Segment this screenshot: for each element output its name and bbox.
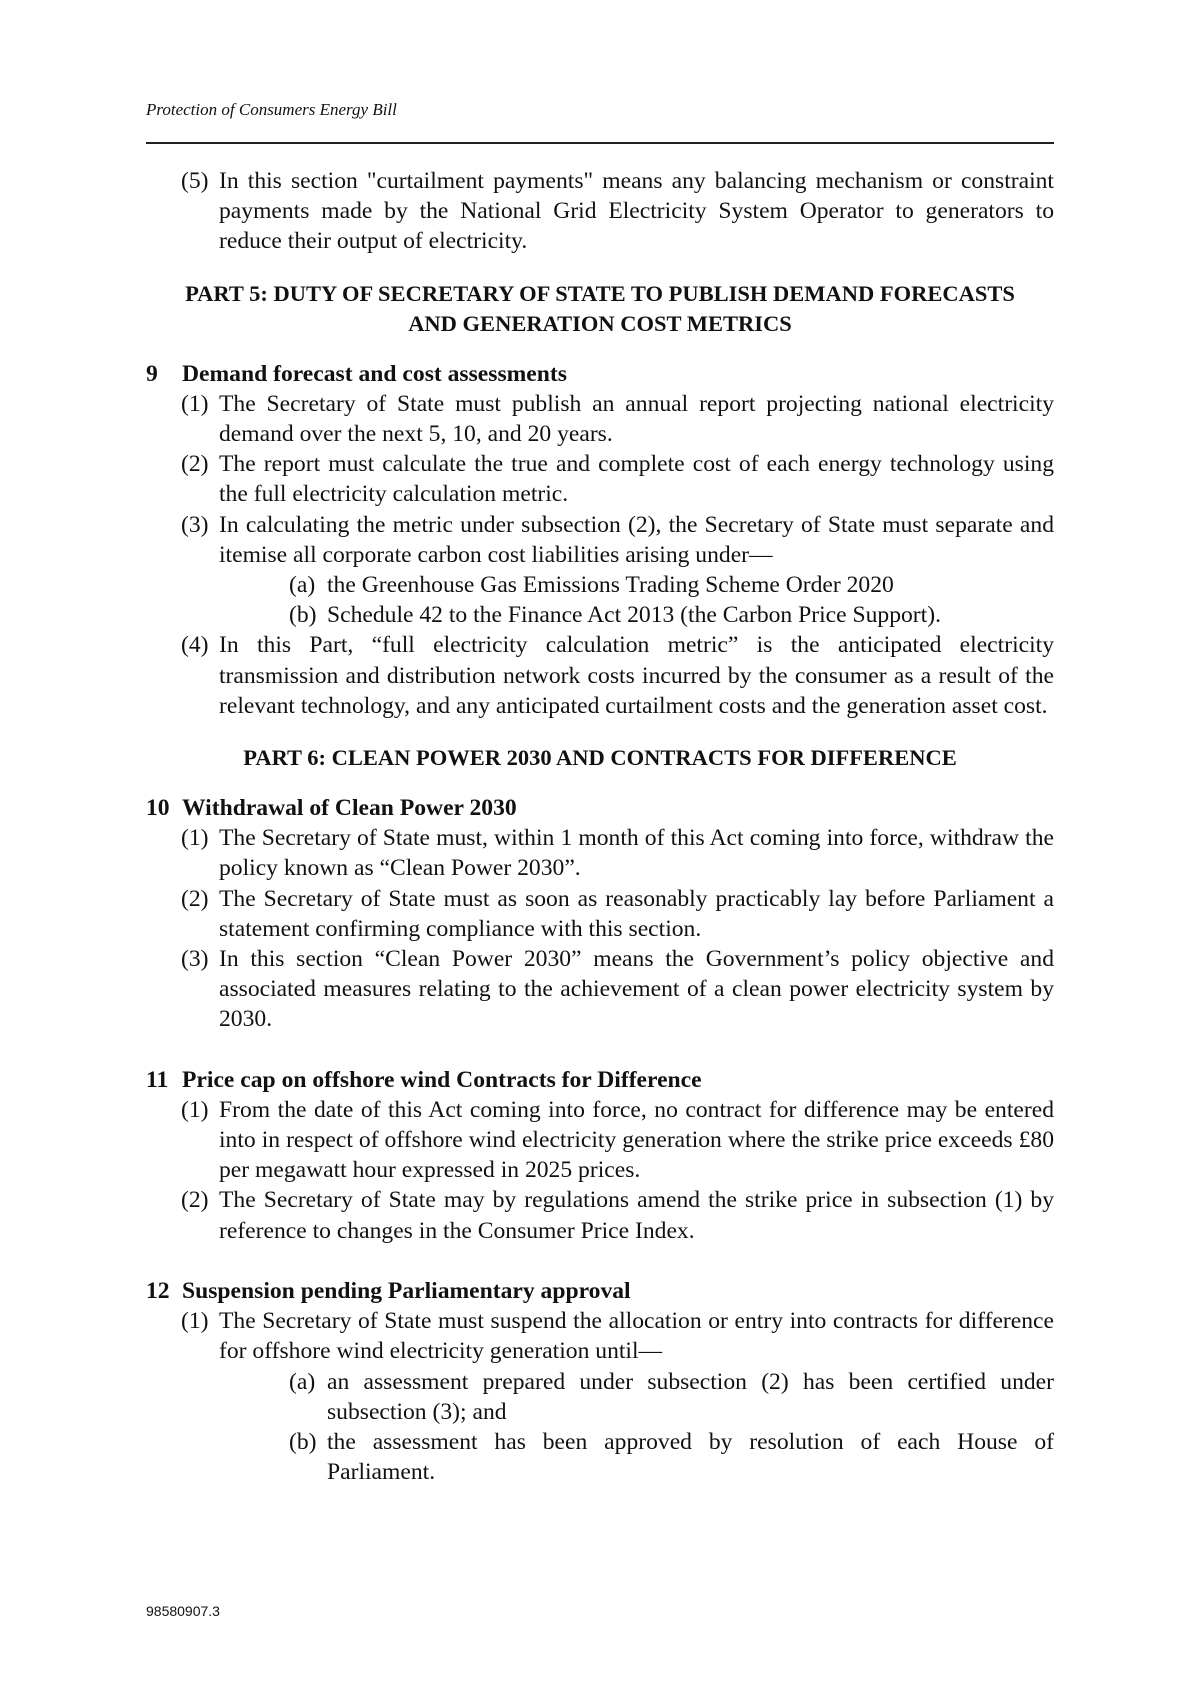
bill-body bbox=[146, 166, 1054, 1487]
subsection-9-3 bbox=[146, 510, 1054, 570]
section-heading: Price cap on offshore wind Contracts for Difference bbox=[182, 1066, 702, 1093]
subsection-number: (2) bbox=[181, 451, 209, 478]
header-rule bbox=[146, 142, 1054, 144]
subsection-number: (3) bbox=[181, 946, 209, 973]
section-number: 9 bbox=[146, 360, 158, 387]
section-heading: Suspension pending Parliamentary approval bbox=[182, 1277, 631, 1304]
subsection-text: The Secretary of State may by regulations amend the strike price in subsection (1) by reference to changes in the Consumer Price Index. bbox=[219, 1187, 1054, 1244]
paragraph-9-3-b bbox=[146, 600, 1054, 630]
subsection-11-1 bbox=[146, 1095, 1054, 1186]
subsection-9-2 bbox=[146, 449, 1054, 509]
subsection-text: In calculating the metric under subsection (2), the Secretary of State must separate and itemise all corporate carbon cost liabilities arising under— bbox=[219, 511, 1054, 568]
paragraph-text: the assessment has been approved by resolution of each House of Parliament. bbox=[327, 1428, 1054, 1486]
subsection-number: (4) bbox=[181, 632, 209, 659]
paragraph-letter: (b) bbox=[289, 602, 317, 629]
subsection-number: (1) bbox=[181, 1096, 209, 1123]
subsection-text: The Secretary of State must as soon as reasonably practicably lay before Parliament a statement confirming compliance with this section. bbox=[219, 885, 1054, 942]
subsection-12-1 bbox=[146, 1306, 1054, 1366]
subsection-number: (3) bbox=[181, 511, 209, 538]
subsection-text: The Secretary of State must publish an annual report projecting national electricity demand over the next 5, 10, and 20 years. bbox=[219, 390, 1054, 448]
subsection-text: The Secretary of State must suspend the allocation or entry into contracts for difference for offshore wind electricity generation until— bbox=[219, 1308, 1054, 1365]
subsection-number: (5) bbox=[181, 168, 209, 194]
subsection-text: From the date of this Act coming into force, no contract for difference may be entered into in respect of offshore wind electricity generation where the strike price exceeds £80 per megawatt hour expressed in 2025 prices. bbox=[219, 1096, 1054, 1184]
section-heading: Demand forecast and cost assessments bbox=[182, 360, 567, 387]
part-6-heading: PART 6: CLEAN POWER 2030 AND CONTRACTS FOR DIFFERENCE bbox=[243, 745, 957, 771]
subsection-number: (1) bbox=[181, 1308, 209, 1335]
subsection-text: In this section "curtailment payments" means any balancing mechanism or constraint payments made by the National Grid Electricity System Operator to generators to reduce their output of electricity. bbox=[219, 168, 1054, 255]
section-12-title bbox=[146, 1276, 1054, 1306]
paragraph-text: Schedule 42 to the Finance Act 2013 (the Carbon Price Support). bbox=[327, 602, 941, 629]
subsection-text: In this Part, “full electricity calculation metric” is the anticipated electricity transmission and distribution network costs incurred by the consumer as a result of the relevant technology, and any anticipated curtailment costs and the generation asset cost. bbox=[219, 632, 1054, 719]
subsection-9-4 bbox=[146, 630, 1054, 721]
paragraph-text: the Greenhouse Gas Emissions Trading Scheme Order 2020 bbox=[327, 572, 894, 599]
subsection-10-2 bbox=[146, 884, 1054, 944]
section-number: 11 bbox=[146, 1066, 169, 1093]
paragraph-text: an assessment prepared under subsection (2) has been certified under subsection (3); and bbox=[327, 1368, 1054, 1425]
section-heading: Withdrawal of Clean Power 2030 bbox=[182, 795, 517, 822]
section-9-title bbox=[146, 359, 1054, 389]
subsection-text: The Secretary of State must, within 1 month of this Act coming into force, withdraw the policy known as “Clean Power 2030”. bbox=[219, 825, 1054, 882]
subsection-number: (1) bbox=[181, 825, 209, 852]
paragraph-12-1-b bbox=[146, 1427, 1054, 1487]
paragraph-12-1-a bbox=[146, 1367, 1054, 1427]
subsection-8-5 bbox=[146, 166, 1054, 257]
section-number: 12 bbox=[146, 1277, 170, 1304]
subsection-number: (1) bbox=[181, 390, 209, 417]
subsection-11-2 bbox=[146, 1185, 1054, 1245]
subsection-10-3 bbox=[146, 944, 1054, 1035]
subsection-number: (2) bbox=[181, 885, 209, 912]
paragraph-9-3-a bbox=[146, 570, 1054, 600]
section-10-title bbox=[146, 793, 1054, 823]
document-reference: 98580907.3 bbox=[146, 1603, 220, 1619]
paragraph-letter: (b) bbox=[289, 1428, 317, 1455]
subsection-9-1 bbox=[146, 389, 1054, 449]
section-11-title bbox=[146, 1065, 1054, 1095]
subsection-text: The report must calculate the true and complete cost of each energy technology using the full electricity calculation metric. bbox=[219, 451, 1054, 508]
subsection-text: In this section “Clean Power 2030” means the Government’s policy objective and associated measures relating to the achievement of a clean power electricity system by 2030. bbox=[219, 946, 1054, 1033]
subsection-number: (2) bbox=[181, 1187, 209, 1214]
running-header: Protection of Consumers Energy Bill bbox=[146, 100, 397, 119]
paragraph-letter: (a) bbox=[289, 572, 316, 599]
section-number: 10 bbox=[146, 795, 170, 822]
subsection-10-1 bbox=[146, 823, 1054, 883]
paragraph-letter: (a) bbox=[289, 1368, 316, 1395]
part-5-heading: PART 5: DUTY OF SECRETARY OF STATE TO PUBLISH DEMAND FORECASTS AND GENERATION COST METRICS bbox=[185, 280, 1015, 336]
